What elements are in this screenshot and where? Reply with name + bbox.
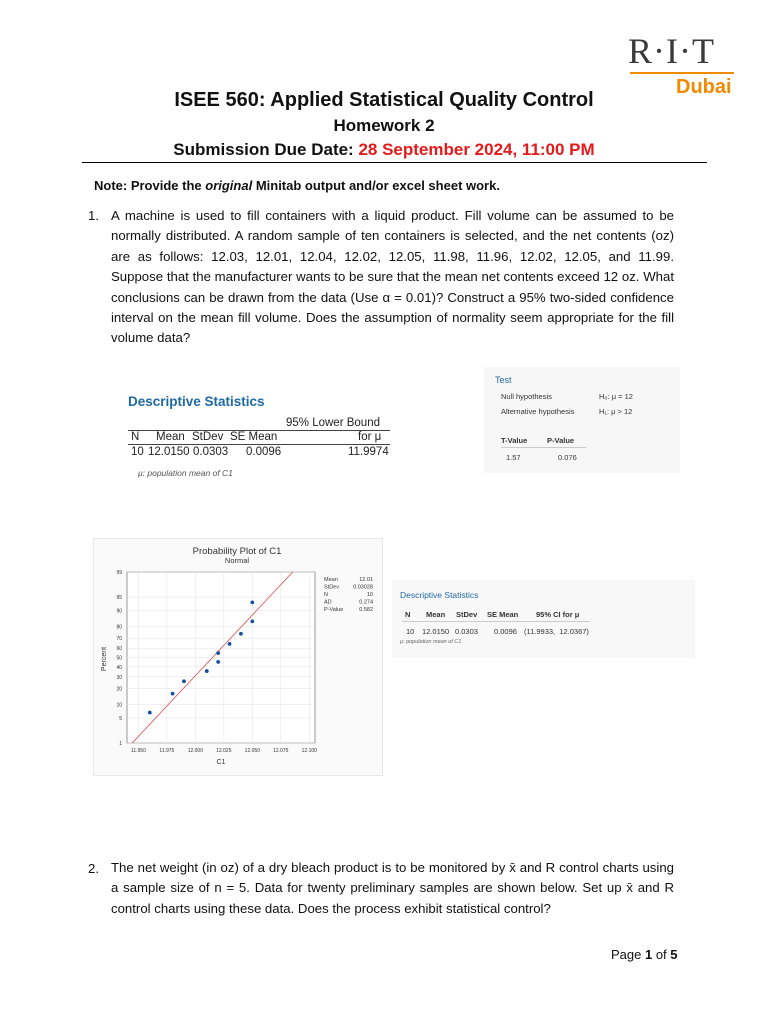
ds2-v-ci: (11.9933, 12.0367) — [524, 627, 589, 636]
legend-label: P-Value — [324, 607, 344, 613]
legend-label: StDev — [324, 584, 339, 591]
plot-ylabel: Percent — [101, 646, 108, 672]
y-tick-label: 60 — [116, 646, 122, 653]
ds-v-stdev: 0.0303 — [193, 446, 229, 458]
ds2-v-stdev: 0.0303 — [455, 627, 478, 636]
ds2-h-n: N — [405, 610, 411, 619]
tvalue: 1.57 — [506, 453, 521, 462]
y-tick-label: 5 — [119, 715, 122, 722]
data-point — [171, 692, 175, 696]
test-title: Test — [495, 375, 512, 385]
due-value: 28 September 2024, 11:00 PM — [358, 140, 595, 159]
legend-value: 10 — [366, 592, 373, 598]
ds-footnote: μ: population mean of C1 — [138, 468, 233, 478]
ds-h-stdev: StDev — [192, 431, 224, 443]
logo-divider — [630, 72, 734, 74]
ds-h-mean: Mean — [156, 431, 185, 443]
y-tick-label: 50 — [116, 655, 122, 662]
data-point — [228, 642, 232, 646]
y-tick-label: 10 — [116, 702, 122, 709]
legend-value: 12.01 — [359, 577, 373, 583]
plot-legend — [324, 577, 373, 613]
legend-value: 0.03028 — [353, 584, 373, 591]
ds2-h-semean: SE Mean — [487, 610, 519, 619]
page-total: 5 — [670, 947, 678, 962]
test-panel — [484, 367, 680, 473]
q2-number: 2. — [88, 861, 99, 876]
homework-title: Homework 2 — [333, 116, 435, 135]
x-tick-label: 11.975 — [159, 748, 175, 754]
ds2-v-semean: 0.0096 — [494, 627, 517, 636]
desc-stats-header-top: 95% Lower Bound — [286, 417, 380, 429]
legend-label: AD — [324, 599, 332, 606]
page-prefix: Page — [611, 947, 645, 962]
ds2-title: Descriptive Statistics — [400, 590, 479, 600]
ds2-h-ci: 95% CI for μ — [536, 610, 580, 619]
ds-h-formu: for μ — [358, 431, 382, 443]
plot-title: Probability Plot of C1 — [192, 546, 282, 557]
desc-stats-rule2 — [128, 444, 390, 445]
page-of: of — [652, 947, 671, 962]
legend-value: 0.274 — [359, 599, 373, 606]
q2-text: The net weight (in oz) of a dry bleach product is to be monitored by x̄ and R control charts using a sample size of n = 5. Data for twenty preliminary samples are shown below. Set up x̄ and R control charts using these data. Does the process exhibit statistical control? — [111, 860, 674, 916]
y-tick-label: 1 — [119, 741, 122, 747]
plot-subtitle: Normal — [224, 556, 250, 565]
data-point — [148, 711, 152, 715]
legend-label: Mean — [324, 577, 338, 583]
y-tick-label: 30 — [116, 674, 122, 681]
pvalue: 0.076 — [558, 453, 577, 462]
data-point — [250, 620, 254, 624]
data-point — [250, 601, 254, 605]
y-tick-label: 70 — [116, 636, 122, 643]
tvalue-header: T-Value — [501, 436, 528, 445]
probability-plot — [93, 538, 383, 776]
ds-v-mean: 12.0150 — [148, 446, 190, 458]
q1-number: 1. — [88, 208, 99, 223]
null-value: H₀: μ = 12 — [599, 392, 633, 401]
ds2-rule — [402, 621, 590, 622]
note-emphasis: original — [205, 178, 253, 193]
ds-v-n: 10 — [131, 446, 144, 458]
ds2-v-mean: 12.0150 — [422, 627, 450, 636]
x-tick-label: 12.000 — [187, 748, 204, 754]
alt-label: Alternative hypothesis — [501, 407, 575, 416]
alt-value: H₁: μ > 12 — [599, 407, 633, 416]
data-point — [216, 660, 220, 664]
ds2-h-stdev: StDev — [456, 610, 478, 619]
null-label: Null hypothesis — [501, 392, 552, 401]
page-current: 1 — [644, 947, 653, 962]
data-point — [239, 632, 243, 636]
y-tick-label: 80 — [116, 624, 122, 631]
data-point — [205, 669, 209, 673]
y-tick-label: 90 — [116, 608, 122, 615]
x-tick-label: 12.050 — [244, 748, 260, 754]
ds2-v-n: 10 — [406, 627, 415, 636]
pvalue-header: P-Value — [547, 436, 575, 445]
ds-h-semean: SE Mean — [230, 431, 278, 443]
ds-h-n: N — [131, 431, 140, 443]
test-rule — [501, 447, 586, 448]
note-suffix: Minitab output and/or excel sheet work. — [252, 178, 500, 193]
due-date — [0, 140, 768, 160]
x-tick-label: 11.950 — [130, 748, 146, 754]
ds-v-lower: 11.9974 — [348, 446, 389, 458]
ds2-h-mean: Mean — [426, 610, 446, 619]
ds-v-semean: 0.0096 — [246, 446, 282, 458]
desc-stats-title: Descriptive Statistics — [128, 394, 265, 409]
y-tick-label: 99 — [116, 570, 122, 576]
ds2-footnote: μ: population mean of C1 — [400, 639, 462, 645]
y-tick-label: 40 — [116, 664, 122, 671]
y-tick-label: 95 — [116, 595, 122, 602]
x-tick-label: 12.075 — [273, 748, 289, 754]
desc-stats-ci-panel — [392, 580, 695, 658]
rit-campus: Dubai — [676, 76, 732, 98]
note — [94, 178, 500, 193]
header-rule — [82, 162, 707, 163]
x-tick-label: 12.025 — [216, 748, 232, 754]
y-tick-label: 20 — [116, 686, 122, 693]
due-label: Submission Due Date: — [173, 140, 359, 159]
x-tick-label: 12.100 — [301, 748, 317, 754]
data-point — [216, 651, 220, 655]
legend-label: N — [324, 592, 328, 598]
note-prefix: Note: Provide the — [94, 178, 206, 193]
q1-text: A machine is used to fill containers with a liquid product. Fill volume can be assumed to be normally distributed. A random sample of ten containers is selected, and the net contents (oz) are as follows: 12.03, 12.01, 12.04, 12.02, 12.05, 11.98, 11.96, 12.02, 12.05, and 11.99. Suppose that the manufacturer wants to be sure that the mean net contents exceed 12 oz. What conclusions can be drawn from the data (Use α = 0.01)? Construct a 95% two-sided confidence interval on the mean fill volume. Does the assumption of normality seem appropriate for the fill volume data? — [111, 208, 674, 346]
probability-plot-svg — [94, 539, 382, 775]
plot-xlabel: C1 — [216, 759, 226, 766]
data-point — [182, 679, 186, 683]
page-number — [611, 947, 678, 962]
course-title: ISEE 560: Applied Statistical Quality Control — [174, 89, 594, 111]
rit-logo: R·I·T — [628, 31, 715, 71]
legend-value: 0.582 — [359, 607, 373, 613]
